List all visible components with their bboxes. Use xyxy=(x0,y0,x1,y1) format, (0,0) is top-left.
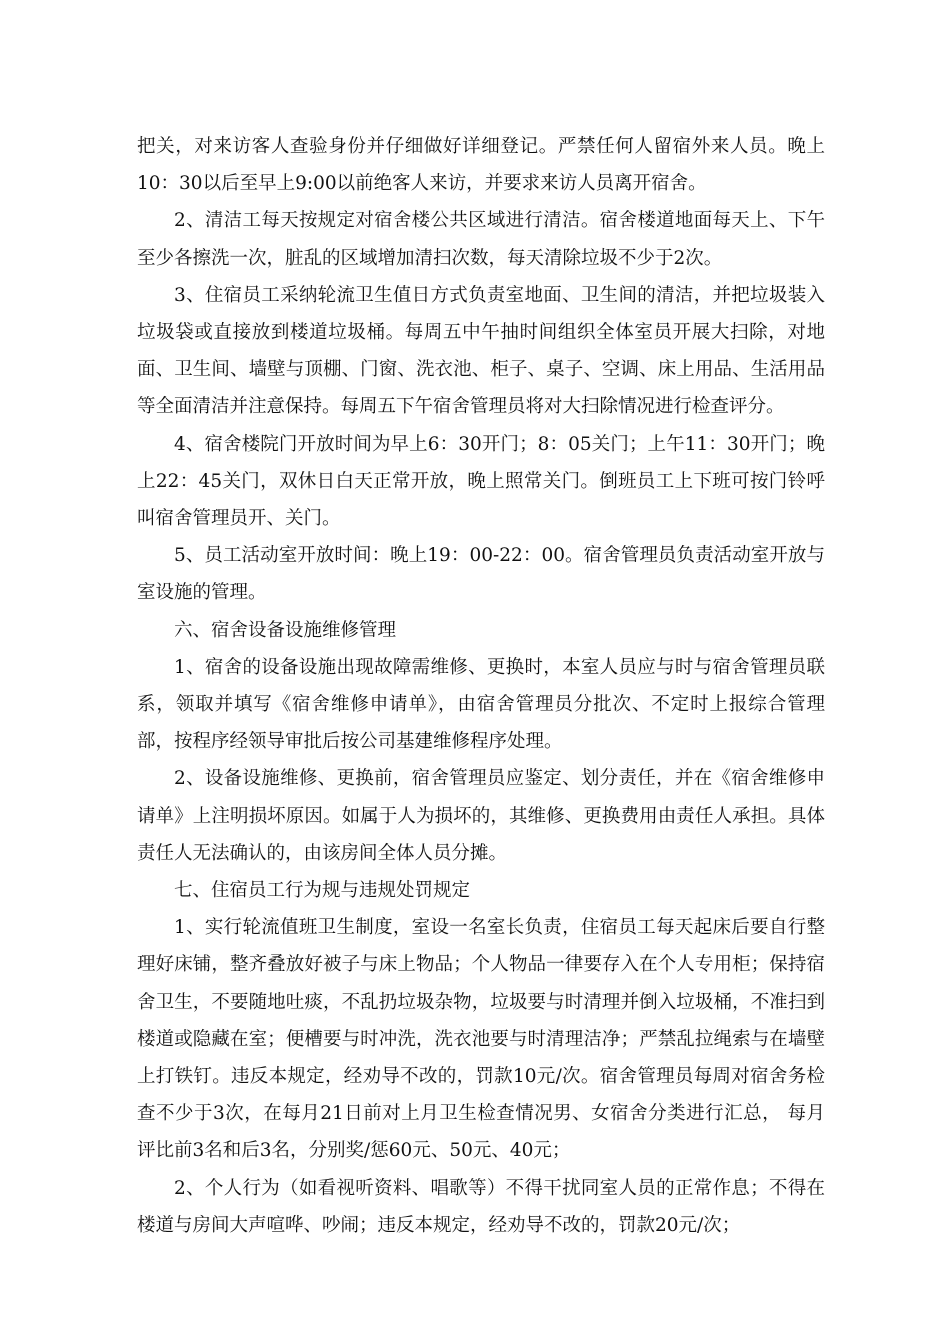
paragraph-item-2-cleaning: 2、清洁工每天按规定对宿舍楼公共区域进行清洁。宿舍楼道地面每天上、下午至少各擦洗一次，脏乱的区域增加清扫次数，每天清除垃圾不少于2次。 xyxy=(137,210,825,269)
paragraph-repair-1: 1、宿舍的设备设施出现故障需维修、更换时，本室人员应与时与宿舍管理员联系，领取并填写《宿舍维修申请单》，由宿舍管理员分批次、不定时上报综合管理部，按程序经领导审批后按公司基建维修程序处理。 xyxy=(137,656,825,753)
paragraph-repair-2: 2、设备设施维修、更换前，宿舍管理员应鉴定、划分责任，并在《宿舍维修申请单》上注明损坏原因。如属于人为损坏的，其维修、更换费用由责任人承担。具体责任人无法确认的，由该房间全体人员分摊。 xyxy=(137,768,825,864)
paragraph-continuation: 把关，对来访客人查验身份并仔细做好详细登记。严禁任何人留宿外来人员。晚上10：30以后至早上9:00以前绝客人来访，并要求来访人员离开宿舍。 xyxy=(137,136,825,195)
paragraph-item-4-gate-hours: 4、宿舍楼院门开放时间为早上6：30开门；8：05关门；上午11：30开门；晚上22：45关门，双休日白天正常开放，晚上照常关门。倒班员工上下班可按门铃呼叫宿舍管理员开、关门。 xyxy=(137,433,825,530)
paragraph-rules-2: 2、个人行为（如看视听资料、唱歌等）不得干扰同室人员的正常作息；不得在楼道与房间大声喧哗、吵闹；违反本规定，经劝导不改的，罚款20元/次； xyxy=(137,1177,825,1236)
paragraph-rules-1: 1、实行轮流值班卫生制度，室设一名室长负责，住宿员工每天起床后要自行整理好床铺，整齐叠放好被子与床上物品；个人物品一律要存入在个人专用柜；保持宿舍卫生，不要随地吐痰，不乱扔垃圾杂物，垃圾要与时清理并倒入垃圾桶，不准扫到楼道或隐藏在室；便槽要与时冲洗，洗衣池要与时清理洁净；严禁乱拉绳索与在墙壁上打铁钉。违反本规定，经劝导不改的，罚款10元/次。宿舍管理员每周对宿舍务检查不少于3次，在每月21日前对上月卫生检查情况男、女宿舍分类进行汇总， 每月评比前3名和后3名，分别奖/惩60元、50元、40元； xyxy=(137,917,825,1162)
section-heading-7: 七、住宿员工行为规与违规处罚规定 xyxy=(174,880,471,902)
paragraph-item-5-activity-room: 5、员工活动室开放时间：晚上19：00-22：00。宿舍管理员负责活动室开放与室设施的管理。 xyxy=(137,545,825,604)
document-body xyxy=(137,128,825,1244)
section-heading-6: 六、宿舍设备设施维修管理 xyxy=(174,619,397,641)
paragraph-item-3-duty: 3、住宿员工采纳轮流卫生值日方式负责室地面、卫生间的清洁，并把垃圾装入垃圾袋或直接放到楼道垃圾桶。每周五中午抽时间组织全体室员开展大扫除，对地面、卫生间、墙壁与顶棚、门窗、洗衣池、柜子、桌子、空调、床上用品、生活用品等全面清洁并注意保持。每周五下午宿舍管理员将对大扫除情况进行检查评分。 xyxy=(137,284,825,418)
